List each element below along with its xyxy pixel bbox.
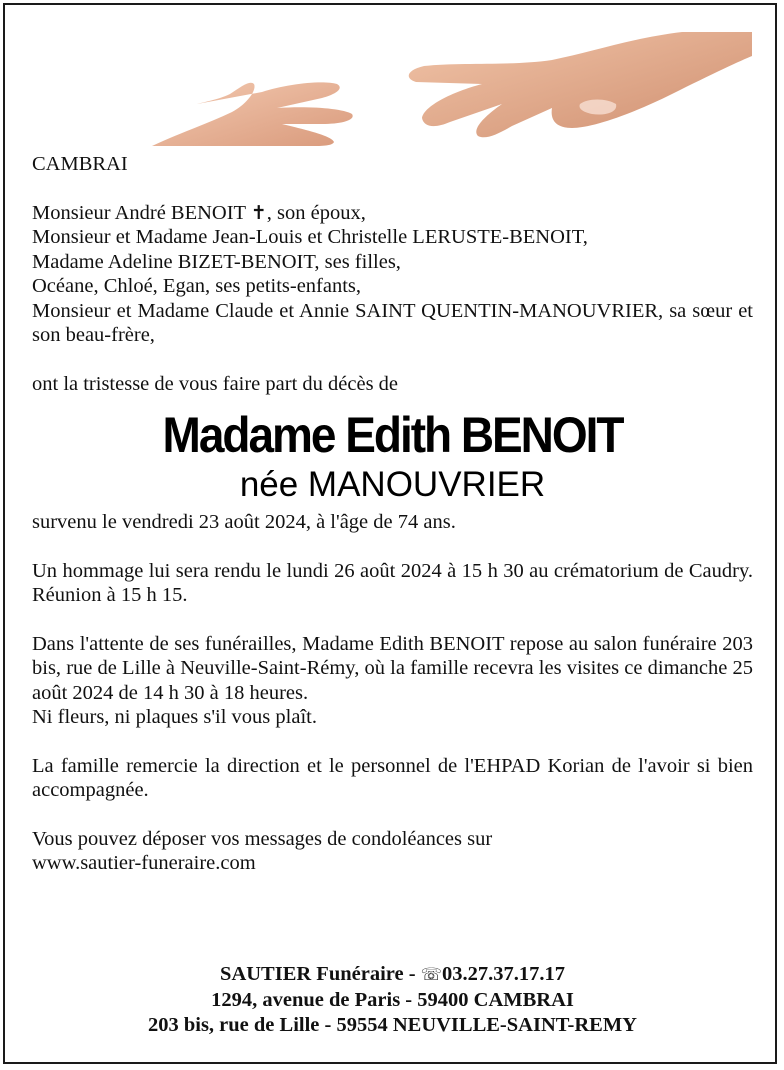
death-date-text: survenu le vendredi 23 août 2024, à l'âge de 74 ans. [32, 511, 456, 533]
condolences-url[interactable]: www.sautier-funeraire.com [32, 852, 256, 874]
family-line-daughter-2: Madame Adeline BIZET-BENOIT, ses filles, [32, 250, 401, 273]
spouse-relation: , son époux, [266, 201, 366, 224]
announcement-text: ont la tristesse de vous faire part du décès de [32, 372, 399, 395]
repose-text: Dans l'attente de ses funérailles, Madame Edith BENOIT repose au salon funéraire 203 bis, rue de Lille à Neuville-Saint-Rémy, où la famille recevra les visites ce dimanche 25 août 2024 de 14 h 30 à 18 heures. [32, 632, 753, 704]
deceased-name: Madame Edith BENOIT [162, 407, 623, 463]
tribute-text: Un hommage lui sera rendu le lundi 26 août 2024 à 15 h 30 au crématorium de Caudry. Réunion à 15 h 15. [32, 559, 753, 606]
family-line-grandchildren: Océane, Chloé, Egan, ses petits-enfants, [32, 275, 362, 297]
reaching-hands-image [32, 32, 752, 146]
funeral-home-phone[interactable]: 03.27.37.17.17 [441, 963, 565, 985]
phone-icon: ☏ [420, 965, 442, 985]
funeral-home-contact [32, 962, 753, 988]
family-line-spouse [32, 201, 753, 226]
deceased-cross-icon: ✝ [250, 201, 267, 224]
spouse-name: Monsieur André BENOIT [32, 201, 251, 224]
funeral-home-address-1: 1294, avenue de Paris - 59400 CAMBRAI [211, 989, 574, 1011]
city-heading: CAMBRAI [32, 153, 128, 175]
funeral-home-name: SAUTIER Funéraire - [220, 963, 421, 985]
family-line-daughter-1: Monsieur et Madame Jean-Louis et Christelle LERUSTE-BENOIT, [32, 226, 588, 248]
condolences-text: Vous pouvez déposer vos messages de condoléances sur [32, 827, 493, 850]
deceased-maiden-name: née MANOUVRIER [239, 465, 546, 504]
flowers-text: Ni fleurs, ni plaques s'il vous plaît. [32, 706, 317, 728]
funeral-home-address-2: 203 bis, rue de Lille - 59554 NEUVILLE-SAINT-REMY [147, 1014, 637, 1036]
funeral-home-footer [32, 962, 753, 1038]
thanks-text: La famille remercie la direction et le personnel de l'EHPAD Korian de l'avoir si bien accompagnée. [32, 754, 753, 801]
family-line-sister: Monsieur et Madame Claude et Annie SAINT QUENTIN-MANOUVRIER, sa sœur et son beau-frère, [32, 299, 753, 346]
